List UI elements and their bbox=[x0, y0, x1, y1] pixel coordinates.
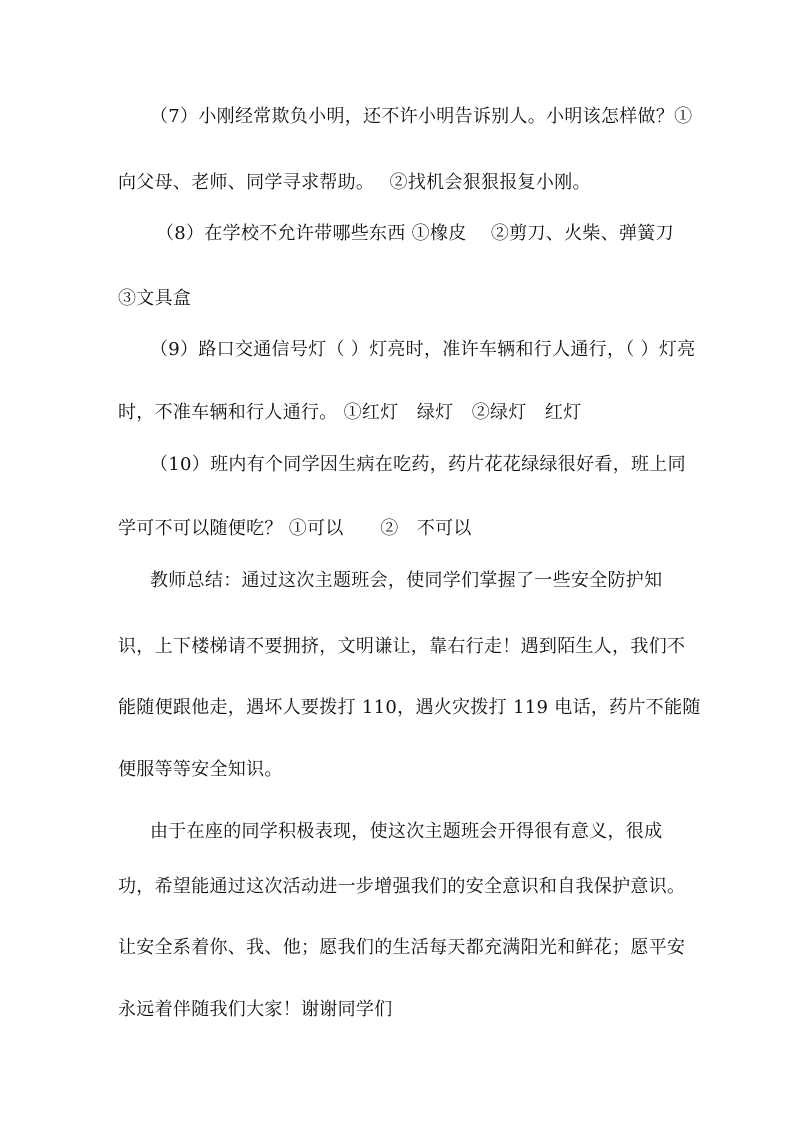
closing-line-1: 由于在座的同学积极表现，使这次主题班会开得很有意义，很成 bbox=[150, 821, 663, 842]
summary-line-4: 便服等等安全知识。 bbox=[118, 759, 283, 780]
closing-line-2: 功，希望能通过这次活动进一步增强我们的安全意识和自我保护意识。 bbox=[118, 876, 686, 897]
closing-line-3: 让安全系着你、我、他；愿我们的生活每天都充满阳光和鲜花；愿平安 bbox=[118, 937, 686, 958]
question-10-line-2: 学可不可以随便吃？ ①可以 ② 不可以 bbox=[118, 518, 472, 539]
question-10-line-1: （10）班内有个同学因生病在吃药，药片花花绿绿很好看，班上同 bbox=[150, 454, 686, 475]
closing-line-4: 永远着伴随我们大家！谢谢同学们 bbox=[118, 999, 393, 1020]
question-9-line-1: （9）路口交通信号灯（ ）灯亮时，准许车辆和行人通行，（ ）灯亮 bbox=[150, 339, 696, 360]
question-8-line-2: ③文具盒 bbox=[118, 288, 192, 309]
question-8-line-1: （8）在学校不允许带哪些东西 ①橡皮 ②剪刀、火柴、弹簧刀 bbox=[156, 223, 674, 244]
summary-line-1: 教师总结：通过这次主题班会，使同学们掌握了一些安全防护知 bbox=[150, 570, 663, 591]
question-7-line-2: 向父母、老师、同学寻求帮助。 ②找机会狠狠报复小刚。 bbox=[118, 172, 591, 193]
question-7-line-1: （7）小刚经常欺负小明，还不许小明告诉别人。小明该怎样做？① bbox=[150, 106, 693, 127]
summary-line-2: 识，上下楼梯请不要拥挤，文明谦让，靠右行走！遇到陌生人，我们不 bbox=[118, 636, 686, 657]
question-9-line-2: 时，不准车辆和行人通行。 ①红灯 绿灯 ②绿灯 红灯 bbox=[118, 402, 582, 423]
summary-line-3: 能随便跟他走，遇坏人要拨打 110，遇火灾拨打 119 电话，药片不能随 bbox=[118, 697, 701, 718]
